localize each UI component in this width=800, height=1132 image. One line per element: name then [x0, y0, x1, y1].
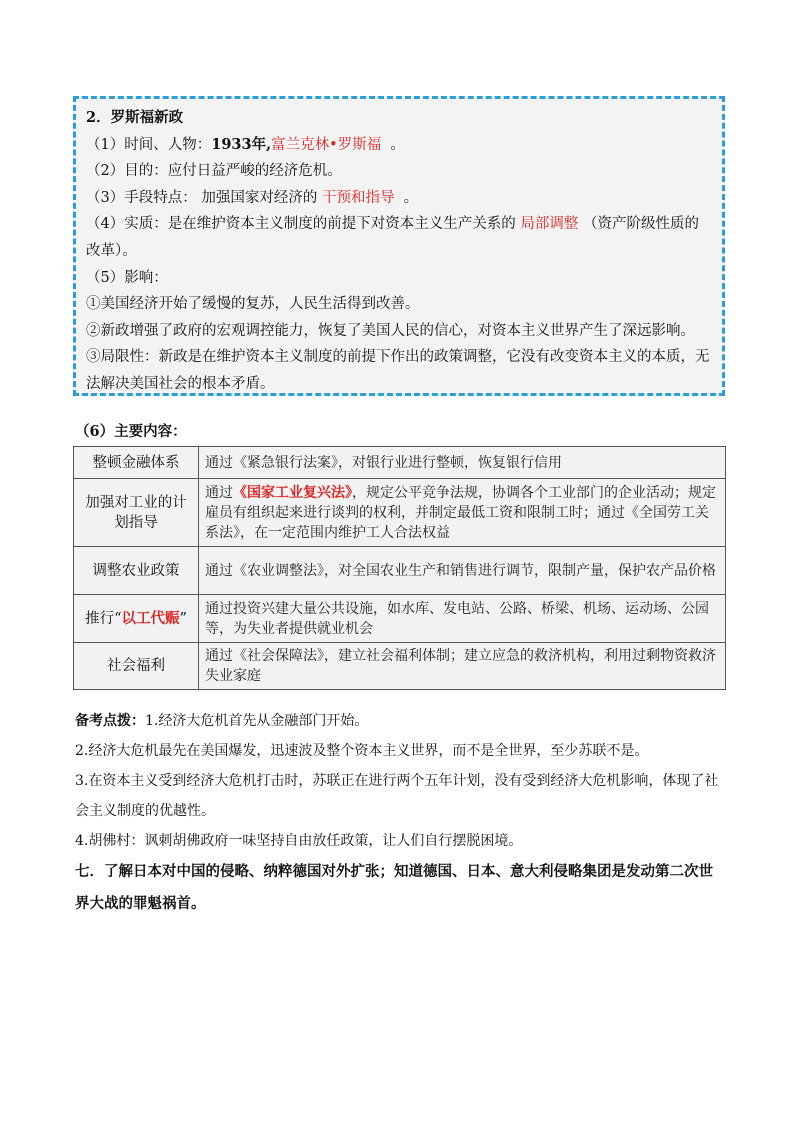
table-row: [74, 447, 726, 479]
row2-text: ，规定公平竞争法规，协调各个工业部门的企业活动；规定雇员有组织起来进行谈判的权利，并制定最低工资和限制工时；通过《全国劳工关系法》，在一定范围内维护工人合法权益: [205, 484, 716, 541]
row-label: 整顿金融体系: [74, 447, 199, 479]
main-content-table: [73, 446, 726, 690]
tip-3: 3.在资本主义受到经济大危机打击时，苏联正在进行两个五年计划，没有受到经济大危机影响，体现了社会主义制度的优越性。: [75, 773, 719, 819]
table-row: [74, 643, 726, 690]
row-label: 加强对工业的计划指导: [74, 479, 199, 547]
impact-1: ①美国经济开始了缓慢的复苏，人民生活得到改善。: [86, 296, 420, 313]
row-text: 通过投资兴建大量公共设施，如水库、发电站、公路、桥梁、机场、运动场、公园等，为失业者提供就业机会: [199, 595, 726, 643]
table-row: [74, 595, 726, 643]
tip-label: 备考点拨：: [75, 713, 145, 729]
box-title: 2．罗斯福新政: [86, 109, 184, 126]
tip-1-text: 1.经济大危机首先从金融部门开始。: [145, 713, 369, 729]
item1-person: 富兰克林•罗斯福: [271, 136, 382, 153]
item-time-person: [86, 132, 712, 159]
item1-label: （1）时间、人物：: [86, 136, 212, 153]
row-label: 调整农业政策: [74, 547, 199, 595]
row-label: [74, 595, 199, 643]
tip-2: 2.经济大危机最先在美国爆发，迅速波及整个资本主义世界，而不是全世界，至少苏联不是。: [75, 743, 649, 759]
item4-red: 局部调整: [520, 216, 579, 233]
section-7-heading: 七．了解日本对中国的侵略、纳粹德国对外扩张；知道德国、日本、意大利侵略集团是发动第二次世界大战的罪魁祸首。: [75, 863, 713, 912]
item3-red: 干预和指导: [321, 189, 395, 206]
row4-label-post: ”: [179, 610, 187, 627]
impact-2: ②新政增强了政府的宏观调控能力，恢复了美国人民的信心，对资本主义世界产生了深远影响。: [86, 322, 695, 339]
section-6-heading: （6）主要内容：: [75, 423, 187, 440]
item4-label: （4）实质：是在维护资本主义制度的前提下对资本主义生产关系的: [86, 216, 521, 233]
row-label: 社会福利: [74, 643, 199, 690]
item1-end: 。: [390, 136, 405, 153]
row4-label-red: 以工代赈: [121, 609, 180, 627]
row2-red: 《国家工业复兴法》: [233, 484, 352, 501]
item-essence: [86, 211, 712, 264]
row-text: 通过《农业调整法》，对全国农业生产和销售进行调节，限制产量，保护农产品价格: [199, 547, 726, 595]
table-row: [74, 547, 726, 595]
row2-pre: 通过: [205, 484, 233, 501]
item-impact-label: （5）影响：: [86, 269, 168, 286]
item3-label: （3）手段特点： 加强国家对经济的: [86, 189, 322, 206]
impact-3: ③局限性：新政是在维护资本主义制度的前提下作出的政策调整，它没有改变资本主义的本质，无法解决美国社会的根本矛盾。: [86, 349, 710, 392]
item-method: [86, 185, 712, 212]
table-row: [74, 479, 726, 547]
row-text: [199, 479, 726, 547]
exam-notes: [75, 706, 725, 920]
item-purpose: （2）目的：应付日益严峻的经济危机。: [86, 163, 342, 180]
row-text: 通过《紧急银行法案》，对银行业进行整顿，恢复银行信用: [199, 447, 726, 479]
tip-1: [75, 706, 725, 736]
item1-year: 1933年,: [211, 135, 272, 153]
new-deal-box: [73, 96, 725, 396]
row4-label-pre: 推行“: [85, 610, 122, 627]
row-text: 通过《社会保障法》，建立社会福利体制；建立应急的救济机构，利用过剩物资救济失业家庭: [199, 643, 726, 690]
item3-end: 。: [403, 189, 419, 206]
item4-end: （资产阶级性质的改革）。: [86, 216, 699, 259]
tip-4: 4.胡佛村：讽刺胡佛政府一味坚持自由放任政策，让人们自行摆脱困境。: [75, 833, 523, 849]
